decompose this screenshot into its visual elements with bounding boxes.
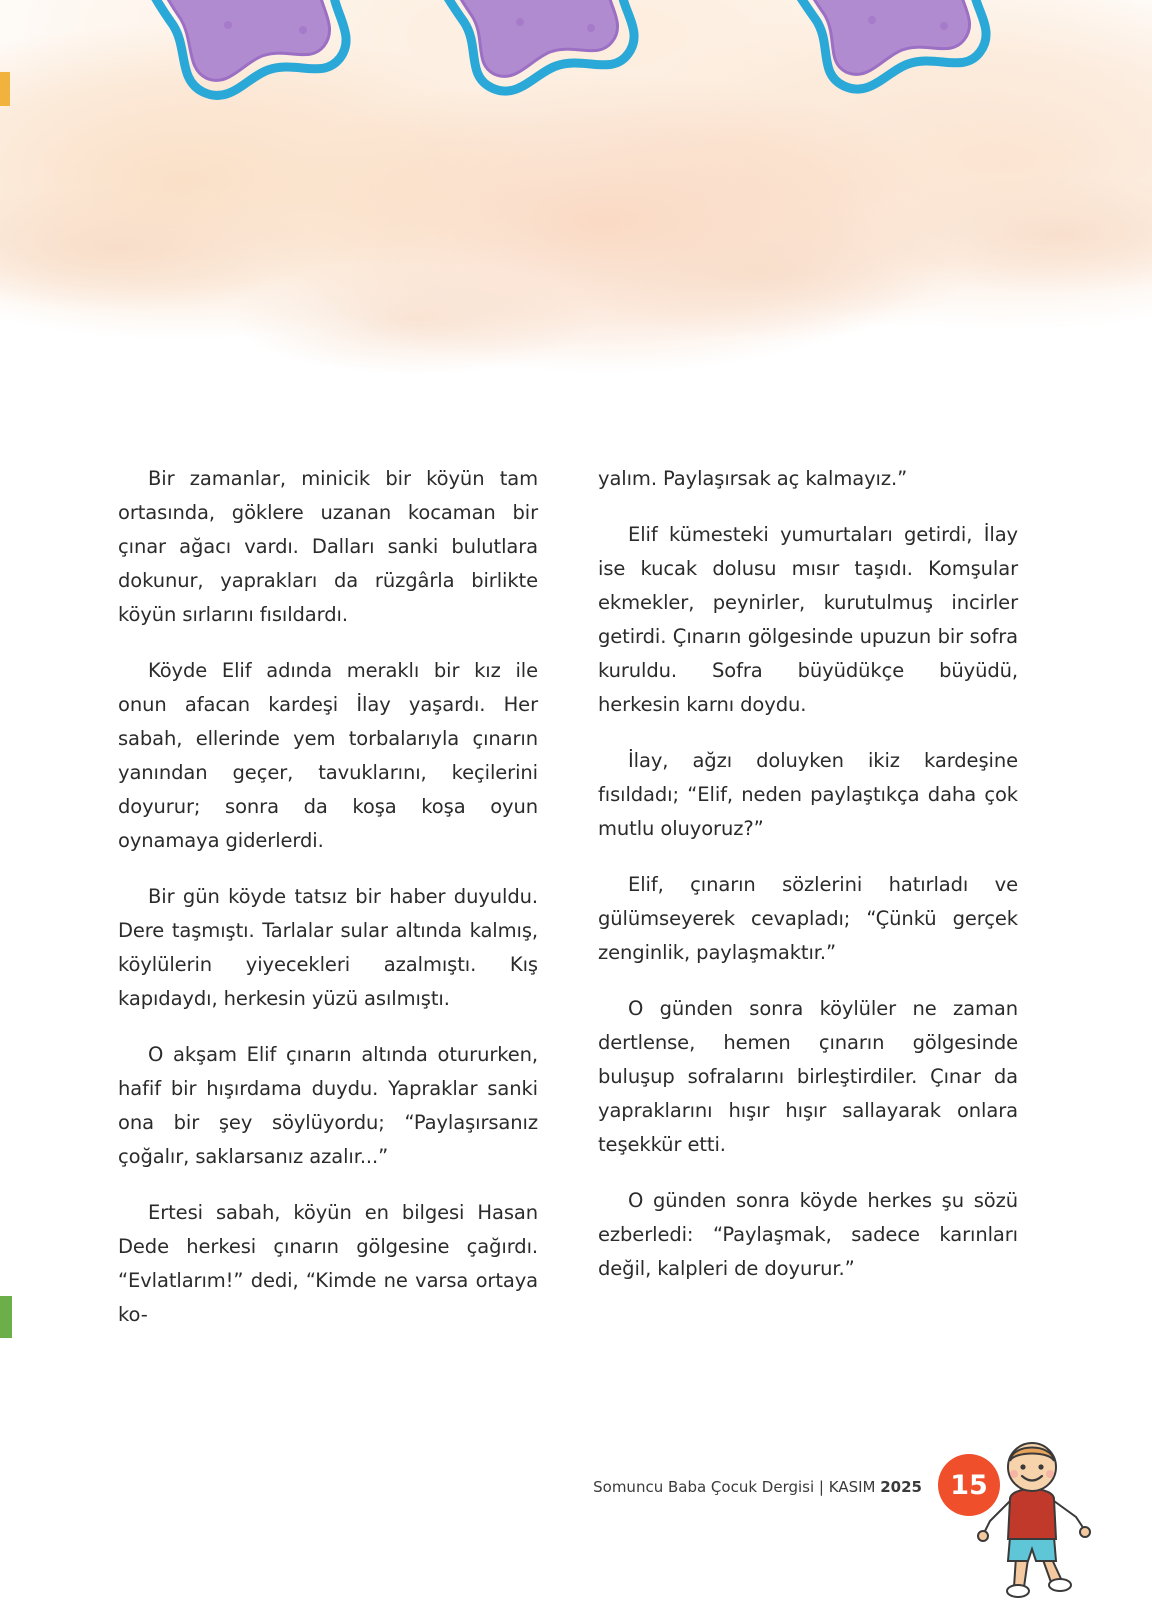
watercolor-wash-secondary: [0, 120, 1152, 430]
paragraph: Elif, çınarın sözlerini hatırladı ve gülümseyerek cevapladı; “Çünkü gerçek zenginlik, paylaşmaktır.”: [598, 873, 1018, 964]
footer-issue-month: KASIM: [828, 1478, 881, 1496]
paragraph: Bir zamanlar, minicik bir köyün tam ortasında, göklere uzanan kocaman bir çınar ağacı vardı. Dalları sanki bulutlara dokunur, yaprakları da rüzgârla birlikte köyün sırlarını fısıldardı.: [118, 467, 538, 626]
leaf-illustration: [758, 0, 1008, 110]
paragraph: O akşam Elif çınarın altında otururken, hafif bir hışırdama duydu. Yapraklar sanki ona bir şey söylüyordu; “Paylaşırsanız çoğalır, saklarsanız azalır...”: [118, 1043, 538, 1168]
paragraph: Bir gün köyde tatsız bir haber duyuldu. Dere taşmıştı. Tarlalar sular altında kalmış, köylülerin yiyecekleri azalmıştı. Kış kapıdaydı, herkesin yüzü asılmıştı.: [118, 885, 538, 1010]
paragraph: O günden sonra köylüler ne zaman dertlense, hemen çınarın gölgesinde buluşup sofralarını birleştirdiler. Çınar da yapraklarını hışır hışır sallayarak onlara teşekkür etti.: [598, 997, 1018, 1156]
leaf-illustration: [118, 0, 368, 110]
article-column-left: [118, 462, 538, 1332]
page-footer: [0, 1424, 1152, 1624]
paragraph-continuation: yalım. Paylaşırsak aç kalmayız.”: [598, 467, 908, 490]
footer-credit: [593, 1478, 922, 1496]
leaf-illustration: [408, 0, 658, 110]
paragraph: İlay, ağzı doluyken ikiz kardeşine fısıldadı; “Elif, neden paylaştıkça daha çok mutlu oluyoruz?”: [598, 749, 1018, 840]
paragraph: Köyde Elif adında meraklı bir kız ile onun afacan kardeşi İlay yaşardı. Her sabah, ellerinde yem torbalarıyla çınarın yanından geçer, tavuklarını, keçilerini doyurur; sonra da koşa koşa oyun oynamaya giderlerdi.: [118, 659, 538, 852]
paragraph: O günden sonra köyde herkes şu sözü ezberledi: “Paylaşmak, sadece karınları değil, kalpleri de doyurur.”: [598, 1189, 1018, 1280]
footer-issue-year: 2025: [880, 1478, 922, 1496]
edge-tab-bottom: [0, 1296, 12, 1338]
footer-credit-prefix: Somuncu Baba Çocuk Dergisi |: [593, 1478, 829, 1496]
paragraph: Elif kümesteki yumurtaları getirdi, İlay ise kucak dolusu mısır taşıdı. Komşular ekmekler, peynirler, kurutulmuş incirler getirdi. Çınarın gölgesinde upuzun bir sofra kuruldu. Sofra büyüdükçe büyüdü, herkesin karnı doydu.: [598, 523, 1018, 716]
article-body: [118, 462, 1018, 1332]
page-number-badge: 15: [938, 1454, 1000, 1516]
edge-tab-top: [0, 72, 10, 106]
paragraph: Ertesi sabah, köyün en bilgesi Hasan Dede herkesi çınarın gölgesine çağırdı. “Evlatlarım!” dedi, “Kimde ne varsa ortaya ko-: [118, 1201, 538, 1326]
article-column-right: [598, 462, 1018, 1332]
top-decoration: [0, 0, 1152, 430]
boy-mascot-icon: [972, 1437, 1092, 1602]
